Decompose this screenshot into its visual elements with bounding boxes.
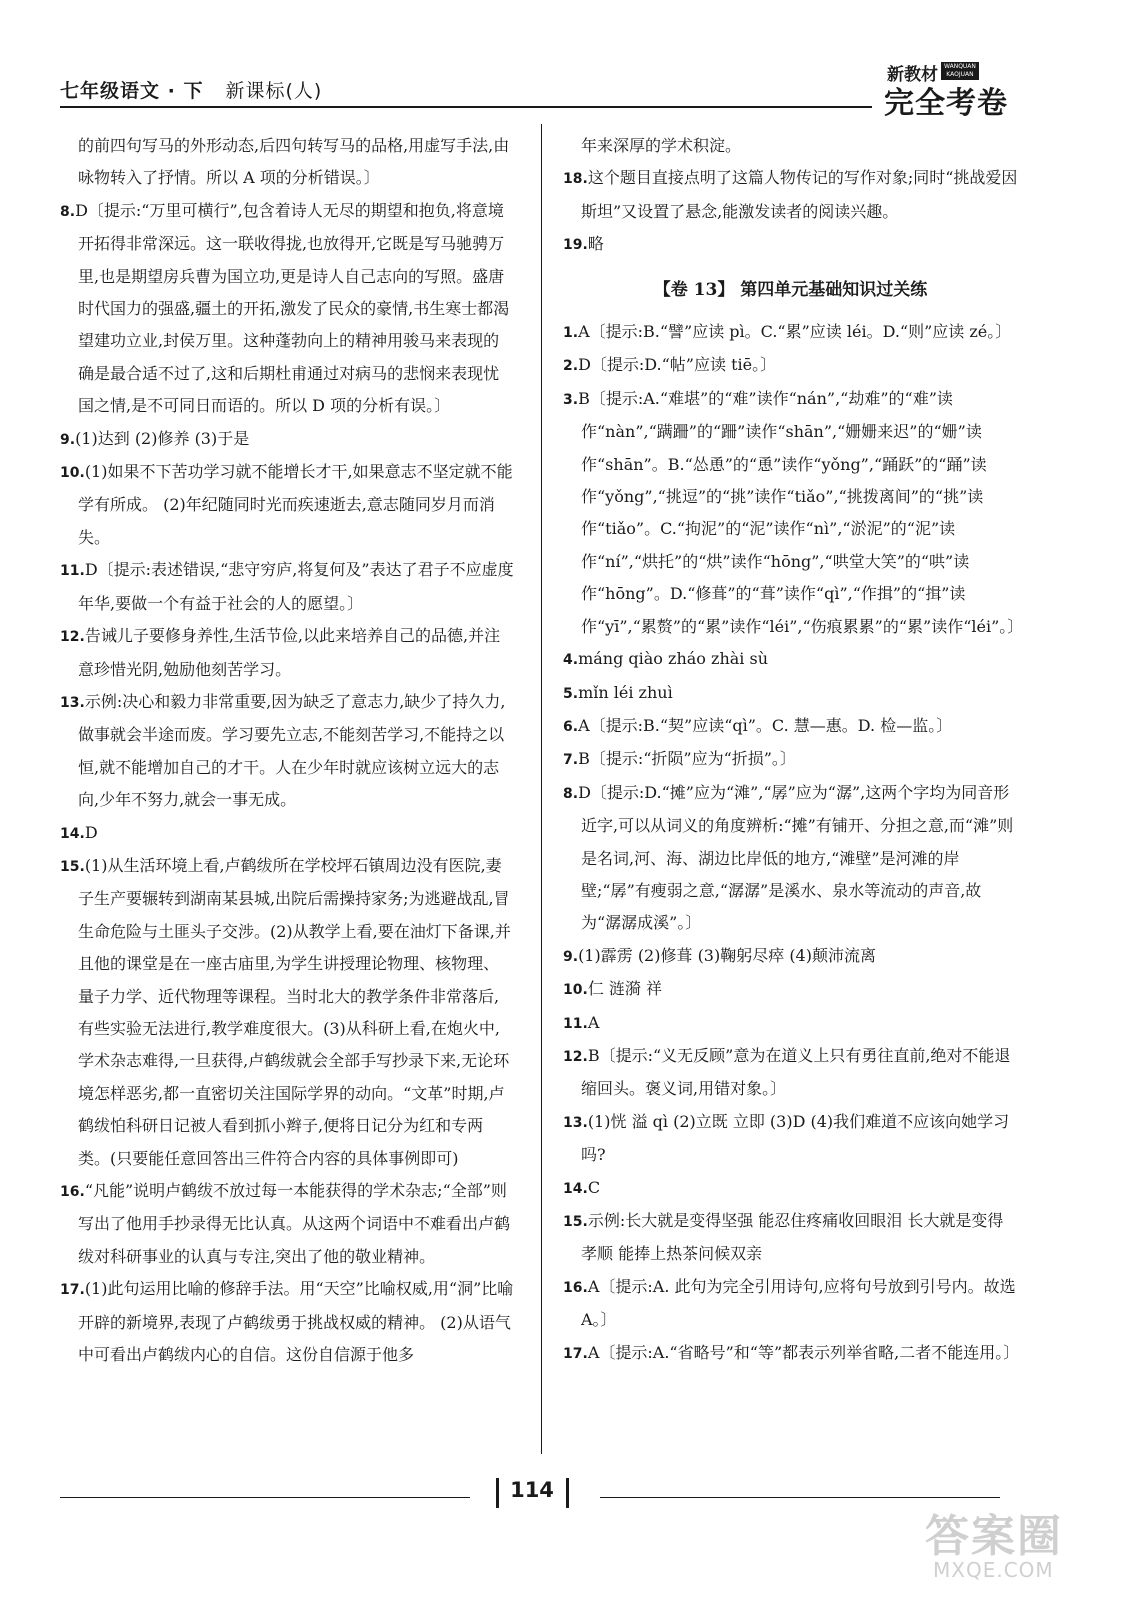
answer-number: 1.: [563, 325, 579, 342]
answer-item: [563, 643, 1018, 676]
answer-number: 7.: [563, 752, 579, 769]
answer-text: 这个题目直接点明了这篇人物传记的写作对象;同时“挑战爱因斯坦”又设置了悬念,能激发读者的阅读兴趣。: [581, 168, 1018, 221]
footer-rule-left: [60, 1497, 470, 1498]
answer-text: A〔提示:A.“省略号”和“等”都表示列举省略,二者不能连用。〕: [587, 1342, 1020, 1362]
answer-text: D: [84, 822, 98, 842]
answer-item: [563, 162, 1018, 228]
answer-number: 4.: [563, 652, 579, 669]
book-edition: 新课标(人): [225, 80, 323, 102]
answer-item: [563, 316, 1018, 349]
answer-item: [563, 777, 1018, 940]
answer-number: 16.: [60, 1184, 85, 1200]
answer-number: 9.: [60, 431, 76, 448]
answer-text: B〔提示:A.“难堪”的“难”读作“nán”,“劫难”的“难”读作“nàn”,“蹒跚”的“跚”读作“shān”,“姗姗来迟”的“姗”读作“shān”。B.“怂恿”的“恿”读作“yǒng”,“踊跃”的“踊”读作“yǒng”,“挑逗”的“挑”读作“tiǎo”,“挑拨离间”的“挑”读作“tiǎo”。C.“拘泥”的“泥”读作“nì”,“淤泥”的“泥”读作“ní”,“烘托”的“烘”读作“hōng”,“哄堂大笑”的“哄”读作“hōng”。D.“修葺”的“葺”读作“qì”,“作揖”的“揖”读作“yī”,“累赘”的“累”读作“léi”,“伤痕累累”的“累”读作“léi”。〕: [578, 388, 1024, 636]
book-title-text: 七年级语文 · 下: [60, 80, 204, 102]
answer-text: 的前四句写马的外形动态,后四句转写马的品格,用虚写手法,由咏物转入了抒情。所以 A 项的分析错误。〕: [78, 136, 510, 188]
watermark: [925, 1500, 1115, 1596]
answer-number: 12.: [60, 629, 85, 646]
answer-item: [563, 130, 1018, 162]
answer-text: 略: [587, 234, 604, 254]
answer-text: (1)霹雳 (2)修葺 (3)鞠躬尽瘁 (4)颠沛流离: [578, 945, 876, 965]
brand-badge-line-1: WANQUAN: [944, 63, 976, 70]
answer-item: [563, 228, 1018, 261]
answer-item: [563, 349, 1018, 382]
answer-text: B〔提示:“义无反顾”意为在道义上只有勇往直前,绝对不能退缩回头。褒义词,用错对象。〕: [581, 1045, 1011, 1099]
answer-item: [563, 1205, 1018, 1271]
answer-number: 15.: [60, 858, 85, 875]
answer-number: 15.: [563, 1214, 588, 1230]
answer-item: [563, 1040, 1018, 1106]
answer-text: 年来深厚的学术积淀。: [581, 136, 742, 155]
answer-text: D〔提示:“万里可横行”,包含着诗人无尽的期望和抱负,将意境开拓得非常深远。这一联收得拢,也放得开,它既是写马驰骋万里,也是期望房兵曹为国立功,更是诗人自己志向的写照。盛唐时代国力的强盛,疆土的开拓,激发了民众的豪情,书生寒士都渴望建功立业,封侯万里。这种蓬勃向上的精神用骏马来表现的确是最合适不过了,这和后期杜甫通过对病马的悲悯来表现忧国之情,是不可同日而语的。所以 D 项的分析有误。〕: [75, 200, 510, 416]
footer-rule-right: [600, 1497, 1000, 1498]
brand-logo: [884, 60, 1024, 121]
answer-text: “凡能”说明卢鹤绂不放过每一本能获得的学术杂志;“全部”则写出了他用手抄录得无比认真。从这两个词语中不难看出卢鹤绂对科研事业的认真与专注,突出了他的敬业精神。: [78, 1181, 511, 1266]
answer-number: 17.: [563, 1345, 588, 1362]
header-rule: [60, 106, 872, 108]
answer-number: 18.: [563, 171, 588, 188]
page-bar-right: [566, 1478, 569, 1508]
answer-item: [563, 1106, 1018, 1172]
answer-text: C: [587, 1177, 601, 1197]
answer-number: 8.: [60, 203, 76, 220]
left-column: [60, 130, 515, 1371]
section-title: 【卷 13】 第四单元基础知识过关练: [653, 279, 928, 300]
answer-number: 6.: [563, 718, 579, 735]
answer-item: [60, 620, 515, 686]
answer-text: A: [587, 1012, 600, 1032]
answer-number: 12.: [563, 1048, 588, 1065]
answer-item: [60, 195, 515, 423]
page-header: [0, 0, 1123, 120]
answer-text: (1)如果不下苦功学习就不能增长才干,如果意志不坚定就不能学有所成。 (2)年纪随同时光而疾速逝去,意志随同岁月而消失。: [78, 462, 513, 547]
answer-text: (1)恍 溢 qì (2)立既 立即 (3)D (4)我们难道不应该向她学习吗?: [581, 1111, 1010, 1165]
column-divider: [541, 124, 542, 1454]
answer-text: 告诫儿子要修身养性,生活节俭,以此来培养自己的品德,并注意珍惜光阴,勉励他刻苦学习。: [78, 626, 501, 679]
answer-number: 19.: [563, 237, 588, 254]
answer-item: [563, 1337, 1018, 1370]
answer-item: [60, 850, 515, 1175]
answer-text: 示例:决心和毅力非常重要,因为缺乏了意志力,缺少了持久力,做事就会半途而废。学习要先立志,不能刻苦学习,不能持之以恒,就不能增加自己的才干。人在少年时就应该树立远大的志向,少年不努力,就会一事无成。: [78, 691, 506, 810]
answer-text: A〔提示:A. 此句为完全引用诗句,应将句号放到引号内。故选 A。〕: [581, 1276, 1016, 1330]
answer-number: 9.: [563, 948, 579, 965]
answer-text: máng qiào zháo zhài sù: [578, 649, 769, 669]
answer-item: [60, 817, 515, 850]
answer-number: 5.: [563, 685, 579, 702]
answer-number: 3.: [563, 391, 579, 408]
answer-text: A〔提示:B.“契”应读“qì”。C. 慧—惠。D. 检—监。〕: [578, 715, 953, 735]
answer-text: mǐn léi zhuì: [578, 682, 673, 702]
right-top-answers: [563, 130, 1018, 262]
answer-item: [60, 1273, 515, 1371]
right-bottom-answers: [563, 316, 1024, 1370]
right-column: [563, 130, 1024, 1370]
answer-item: [60, 130, 515, 195]
answer-number: 10.: [563, 982, 588, 999]
answer-item: [563, 973, 1018, 1006]
answer-item: [563, 743, 1018, 776]
answer-item: [563, 1007, 1018, 1040]
page-number: 114: [510, 1478, 554, 1502]
answer-item: [563, 940, 1018, 973]
answer-number: 10.: [60, 465, 85, 482]
watermark-bottom: MXQE.COM: [933, 1558, 1054, 1582]
answer-item: [563, 1172, 1018, 1205]
answer-text: (1)从生活环境上看,卢鹤绂所在学校坪石镇周边没有医院,妻子生产要辗转到湖南某县城,出院后需操持家务;为逃避战乱,冒生命危险与土匪头子交涉。(2)从教学上看,要在油灯下备课,并且他的课堂是在一座古庙里,为学生讲授理论物理、核物理、量子力学、近代物理等课程。当时北大的教学条件非常落后,有些实验无法进行,教学难度很大。(3)从科研上看,在炮火中,学术杂志难得,一旦获得,卢鹤绂就会全部手写抄录下来,无论环境怎样恶劣,都一直密切关注国际学界的动向。“文革”时期,卢鹤绂怕科研日记被人看到抓小辫子,便将日记分为红和专两类。(只要能任意回答出三件符合内容的具体事例即可): [78, 855, 511, 1168]
brand-badge-line-2: KAOJUAN: [946, 71, 974, 78]
answer-item: [563, 1271, 1018, 1337]
answer-item: [60, 1175, 515, 1273]
answer-item: [563, 677, 1018, 710]
answer-number: 17.: [60, 1282, 85, 1299]
answer-text: (1)此句运用比喻的修辞手法。用“天空”比喻权威,用“洞”比喻开辟的新境界,表现了卢鹤绂勇于挑战权威的精神。 (2)从语气中可看出卢鹤绂内心的自信。这份自信源于他多: [78, 1279, 514, 1365]
answer-number: 16.: [563, 1279, 588, 1296]
brand-big-text: 完全考卷: [884, 86, 1008, 121]
answer-number: 11.: [563, 1015, 588, 1032]
answer-item: [60, 686, 515, 817]
answer-text: D〔提示:表述错误,“悲守穷庐,将复何及”表达了君子不应虚度年华,要做一个有益于社会的人的愿望。〕: [78, 560, 514, 613]
answer-text: D〔提示:D.“帖”应读 tiē。〕: [578, 355, 777, 375]
answer-text: A〔提示:B.“譬”应读 pì。C.“累”应读 léi。D.“则”应读 zé。〕: [578, 322, 1012, 342]
answer-item: [60, 456, 515, 554]
answer-text: 示例:长大就是变得坚强 能忍住疼痛收回眼泪 长大就是变得孝顺 能捧上热茶问候双亲: [581, 1211, 1004, 1264]
answer-text: D〔提示:D.“摊”应为“滩”,“孱”应为“潺”,这两个字均为同音形近字,可以从词义的角度辨析:“摊”有铺开、分担之意,而“滩”则是名词,河、海、湖边比岸低的地方,“滩壁”是河滩的岸壁;“孱”有瘦弱之意,“潺潺”是溪水、泉水等流动的声音,故为“潺潺成溪”。〕: [578, 782, 1014, 933]
answer-item: [563, 710, 1018, 743]
answer-item: [60, 423, 515, 456]
answer-number: 13.: [60, 694, 85, 711]
answer-number: 8.: [563, 785, 579, 802]
page-bar-left: [496, 1478, 499, 1508]
book-title: [60, 76, 322, 103]
answer-text: (1)达到 (2)修养 (3)于是: [75, 428, 250, 448]
answer-number: 14.: [563, 1180, 588, 1197]
answer-number: 13.: [563, 1114, 588, 1131]
watermark-top: 答案圈: [925, 1511, 1063, 1562]
answer-number: 14.: [60, 825, 85, 842]
answer-text: B〔提示:“折陨”应为“折损”。〕: [578, 749, 796, 769]
answer-item: [60, 554, 515, 620]
answer-number: 2.: [563, 358, 579, 375]
brand-small-text: 新教材: [887, 65, 938, 85]
answer-number: 11.: [60, 563, 85, 580]
answer-item: [563, 383, 1024, 643]
answer-text: 仁 涟漪 祥: [587, 979, 662, 999]
